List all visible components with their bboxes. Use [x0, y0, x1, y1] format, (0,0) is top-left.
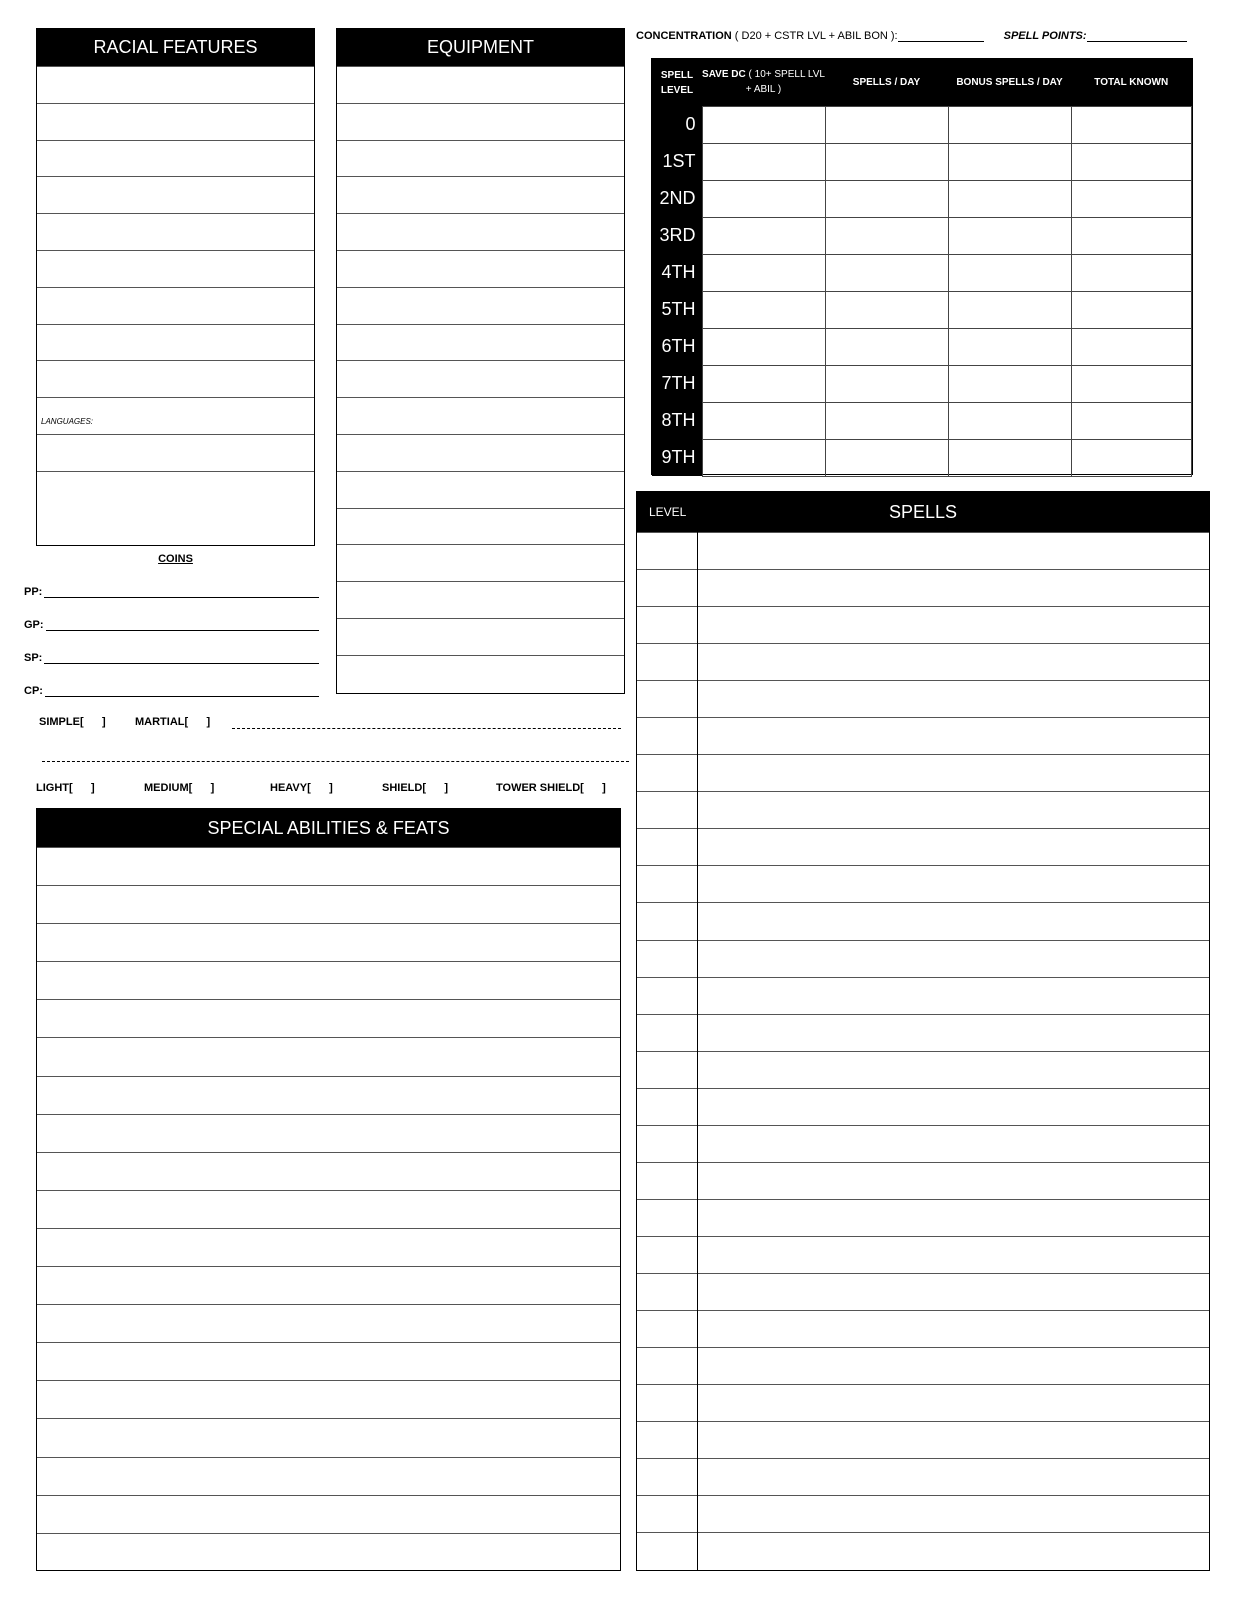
spell-slot-row	[652, 180, 1192, 217]
spells-per-day-cell[interactable]	[825, 402, 948, 439]
save-dc-cell[interactable]	[702, 291, 825, 328]
special-abilities-box	[36, 808, 621, 1571]
concentration-formula: ( D20 + CSTR LVL + ABIL BON ):	[731, 30, 898, 42]
feat-row[interactable]	[37, 1266, 620, 1304]
spell-row[interactable]	[637, 1532, 1209, 1569]
racial-row[interactable]	[37, 140, 314, 177]
save-dc-cell[interactable]	[702, 106, 825, 143]
spells-per-day-cell[interactable]	[825, 106, 948, 143]
light-armor-checkbox[interactable]: LIGHT[ ]	[36, 782, 95, 794]
total-known-cell[interactable]	[1071, 106, 1192, 143]
languages-row[interactable]	[37, 434, 314, 471]
coin-label: PP:	[24, 586, 43, 598]
spells-per-day-cell[interactable]	[825, 365, 948, 402]
bonus-spells-cell[interactable]	[948, 254, 1071, 291]
concentration-line	[636, 30, 1187, 42]
spell-row[interactable]	[637, 1051, 1209, 1088]
coin-line	[46, 620, 319, 631]
spell-points-label: SPELL POINTS:	[1003, 30, 1087, 42]
coin-label: SP:	[24, 652, 43, 664]
racial-row[interactable]	[37, 360, 314, 397]
coin-line	[45, 686, 319, 697]
simple-weapon-checkbox[interactable]: SIMPLE[ ]	[39, 716, 106, 728]
save-dc-cell[interactable]	[702, 180, 825, 217]
bonus-spells-header: BONUS SPELLS / DAY	[948, 59, 1071, 106]
save-dc-cell[interactable]	[702, 402, 825, 439]
total-known-cell[interactable]	[1071, 402, 1192, 439]
total-known-header: TOTAL KNOWN	[1071, 59, 1192, 106]
spells-per-day-cell[interactable]	[825, 328, 948, 365]
spell-row[interactable]	[637, 606, 1209, 643]
bonus-spells-cell[interactable]	[948, 143, 1071, 180]
spell-row[interactable]	[637, 902, 1209, 939]
spell-slot-row	[652, 254, 1192, 291]
equipment-row[interactable]	[337, 287, 624, 324]
feat-row[interactable]	[37, 1418, 620, 1456]
spells-per-day-cell[interactable]	[825, 439, 948, 476]
bonus-spells-cell[interactable]	[948, 439, 1071, 476]
languages-row[interactable]	[37, 471, 314, 508]
feat-row[interactable]	[37, 1533, 620, 1571]
spell-row[interactable]	[637, 1495, 1209, 1532]
heavy-armor-checkbox[interactable]: HEAVY[ ]	[270, 782, 333, 794]
spells-per-day-cell[interactable]	[825, 254, 948, 291]
spells-title: SPELLS	[888, 501, 958, 522]
equipment-row[interactable]	[337, 508, 624, 545]
tower-shield-checkbox[interactable]: TOWER SHIELD[ ]	[496, 782, 606, 794]
feat-row[interactable]	[37, 1342, 620, 1380]
save-dc-cell[interactable]	[702, 439, 825, 476]
bonus-spells-cell[interactable]	[948, 365, 1071, 402]
bonus-spells-cell[interactable]	[948, 217, 1071, 254]
spell-slot-row	[652, 439, 1192, 476]
concentration-field[interactable]	[898, 31, 984, 42]
spell-row[interactable]	[637, 643, 1209, 680]
save-dc-header-bold: SAVE DC	[702, 69, 746, 81]
coin-line	[44, 653, 319, 664]
total-known-cell[interactable]	[1071, 217, 1192, 254]
spell-level-cell: 9TH	[652, 439, 702, 476]
total-known-cell[interactable]	[1071, 328, 1192, 365]
spell-row[interactable]	[637, 1310, 1209, 1347]
feat-row[interactable]	[37, 1190, 620, 1228]
spell-row[interactable]	[637, 1236, 1209, 1273]
coin-pp-field[interactable]	[24, 586, 319, 598]
feat-row[interactable]	[37, 1495, 620, 1533]
racial-row[interactable]	[37, 176, 314, 213]
special-abilities-title: SPECIAL ABILITIES & FEATS	[37, 809, 620, 847]
spell-slot-row	[652, 328, 1192, 365]
equipment-row[interactable]	[337, 655, 624, 692]
concentration-label: CONCENTRATION	[636, 30, 732, 42]
total-known-cell[interactable]	[1071, 291, 1192, 328]
medium-armor-checkbox[interactable]: MEDIUM[ ]	[144, 782, 215, 794]
spell-row[interactable]	[637, 680, 1209, 717]
spell-row[interactable]	[637, 717, 1209, 754]
equipment-row[interactable]	[337, 324, 624, 361]
feat-row[interactable]	[37, 1304, 620, 1342]
spell-slots-table	[651, 58, 1193, 475]
spell-row[interactable]	[637, 1125, 1209, 1162]
spell-row[interactable]	[637, 1162, 1209, 1199]
spell-points-field[interactable]	[1087, 31, 1187, 42]
spells-box	[636, 491, 1210, 1571]
save-dc-cell[interactable]	[702, 328, 825, 365]
total-known-cell[interactable]	[1071, 365, 1192, 402]
spell-row[interactable]	[637, 1384, 1209, 1421]
feat-row[interactable]	[37, 999, 620, 1037]
languages-row[interactable]	[37, 397, 314, 434]
spell-row[interactable]	[637, 1273, 1209, 1310]
weapon-notes-line[interactable]	[42, 761, 629, 762]
equipment-row[interactable]	[337, 176, 624, 213]
spell-slot-row	[652, 217, 1192, 254]
racial-row[interactable]	[37, 250, 314, 287]
save-dc-cell[interactable]	[702, 217, 825, 254]
coin-gp-field[interactable]	[24, 619, 319, 631]
spells-per-day-cell[interactable]	[825, 143, 948, 180]
coin-sp-field[interactable]	[24, 652, 319, 664]
save-dc-cell[interactable]	[702, 254, 825, 291]
feat-row[interactable]	[37, 961, 620, 999]
save-dc-header-formula: ( 10+ SPELL LVL + ABIL )	[745, 69, 825, 96]
spell-level-cell: 4TH	[652, 254, 702, 291]
equipment-row[interactable]	[337, 618, 624, 655]
equipment-row[interactable]	[337, 581, 624, 618]
bonus-spells-cell[interactable]	[948, 328, 1071, 365]
feat-row[interactable]	[37, 923, 620, 961]
feat-row[interactable]	[37, 1152, 620, 1190]
spell-row[interactable]	[637, 1199, 1209, 1236]
spell-row[interactable]	[637, 1347, 1209, 1384]
spell-row[interactable]	[637, 977, 1209, 1014]
racial-row[interactable]	[37, 287, 314, 324]
martial-weapon-checkbox[interactable]: MARTIAL[ ]	[135, 716, 211, 728]
spell-level-cell: 2ND	[652, 180, 702, 217]
total-known-cell[interactable]	[1071, 439, 1192, 476]
spell-row[interactable]	[637, 1458, 1209, 1495]
total-known-cell[interactable]	[1071, 254, 1192, 291]
equipment-row[interactable]	[337, 66, 624, 103]
spell-slot-row	[652, 106, 1192, 143]
spells-per-day-cell[interactable]	[825, 180, 948, 217]
spell-level-cell: 0	[652, 106, 702, 143]
bonus-spells-cell[interactable]	[948, 106, 1071, 143]
equipment-box	[336, 28, 625, 694]
save-dc-cell[interactable]	[702, 365, 825, 402]
spells-level-divider	[697, 532, 698, 1570]
spell-row[interactable]	[637, 865, 1209, 902]
bonus-spells-cell[interactable]	[948, 291, 1071, 328]
spell-row[interactable]	[637, 569, 1209, 606]
equipment-row[interactable]	[337, 360, 624, 397]
racial-row[interactable]	[37, 66, 314, 103]
spells-level-header: LEVEL	[649, 505, 687, 519]
equipment-row[interactable]	[337, 434, 624, 471]
spells-per-day-cell[interactable]	[825, 217, 948, 254]
equipment-row[interactable]	[337, 471, 624, 508]
spell-slot-row	[652, 143, 1192, 180]
feat-row[interactable]	[37, 1228, 620, 1266]
save-dc-cell[interactable]	[702, 143, 825, 180]
racial-row[interactable]	[37, 103, 314, 140]
spell-level-cell: 3RD	[652, 217, 702, 254]
feat-row[interactable]	[37, 885, 620, 923]
spell-level-cell: 6TH	[652, 328, 702, 365]
spell-level-cell: 5TH	[652, 291, 702, 328]
equipment-row[interactable]	[337, 544, 624, 581]
spells-per-day-header: SPELLS / DAY	[825, 59, 948, 106]
equipment-title: EQUIPMENT	[337, 29, 624, 66]
bonus-spells-cell[interactable]	[948, 180, 1071, 217]
equipment-row[interactable]	[337, 103, 624, 140]
spell-row[interactable]	[637, 1421, 1209, 1458]
equipment-row[interactable]	[337, 397, 624, 434]
spell-level-cell: 7TH	[652, 365, 702, 402]
spell-row[interactable]	[637, 1088, 1209, 1125]
coin-cp-field[interactable]	[24, 685, 319, 697]
racial-features-title: RACIAL FEATURES	[37, 29, 314, 66]
bonus-spells-cell[interactable]	[948, 402, 1071, 439]
spell-row[interactable]	[637, 754, 1209, 791]
shield-checkbox[interactable]: SHIELD[ ]	[382, 782, 448, 794]
racial-row[interactable]	[37, 213, 314, 250]
spell-row[interactable]	[637, 532, 1209, 569]
feat-row[interactable]	[37, 1380, 620, 1418]
spell-level-cell: 1ST	[652, 143, 702, 180]
coin-label: GP:	[24, 619, 44, 631]
total-known-cell[interactable]	[1071, 180, 1192, 217]
feat-row[interactable]	[37, 1457, 620, 1495]
spell-slot-row	[652, 402, 1192, 439]
spell-slot-row	[652, 291, 1192, 328]
equipment-row[interactable]	[337, 140, 624, 177]
spell-level-cell: 8TH	[652, 402, 702, 439]
spell-slot-row	[652, 365, 1192, 402]
coin-label: CP:	[24, 685, 43, 697]
spells-header	[637, 492, 1209, 532]
languages-label: LANGUAGES:	[41, 417, 94, 427]
spell-level-header: SPELL LEVEL	[652, 59, 702, 106]
coin-line	[44, 587, 319, 598]
weapon-notes-line[interactable]	[232, 728, 621, 729]
spells-per-day-cell[interactable]	[825, 291, 948, 328]
total-known-cell[interactable]	[1071, 143, 1192, 180]
coins-title: COINS	[158, 553, 193, 565]
spell-row[interactable]	[637, 1014, 1209, 1051]
racial-row[interactable]	[37, 324, 314, 361]
feat-row[interactable]	[37, 847, 620, 885]
spell-row[interactable]	[637, 828, 1209, 865]
feat-row[interactable]	[37, 1037, 620, 1075]
spell-row[interactable]	[637, 791, 1209, 828]
spell-row[interactable]	[637, 940, 1209, 977]
equipment-row[interactable]	[337, 213, 624, 250]
equipment-row[interactable]	[337, 250, 624, 287]
feat-row[interactable]	[37, 1076, 620, 1114]
save-dc-header	[702, 59, 825, 106]
feat-row[interactable]	[37, 1114, 620, 1152]
racial-features-box	[36, 28, 315, 546]
